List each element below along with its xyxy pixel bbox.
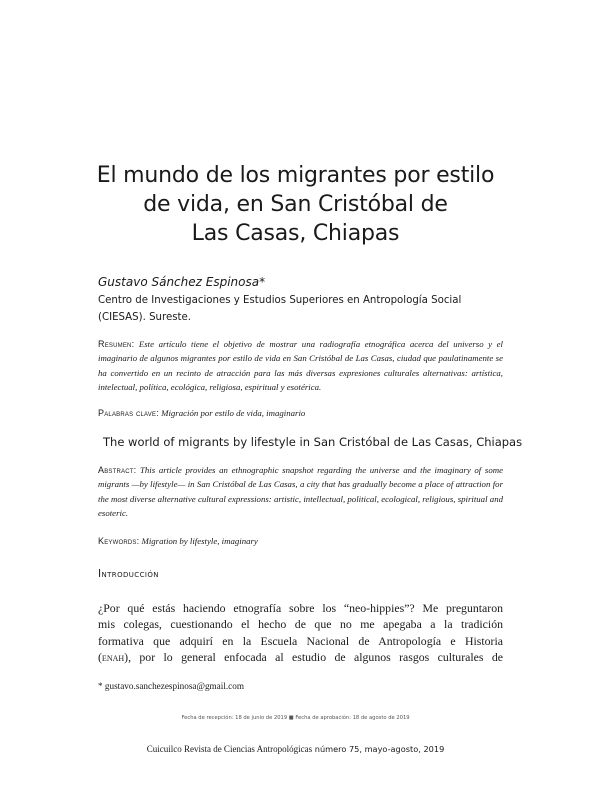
abstract-label: Abstract: (98, 465, 137, 475)
body-paragraph (98, 600, 503, 665)
keywords-text: Migration by lifestyle, imaginary (141, 536, 258, 546)
journal-issue: número 75, mayo-agosto, 2019 (312, 744, 445, 754)
journal-footer (0, 744, 591, 754)
abstract-text: This article provides an ethnographic snapshot regarding the universe and the imaginary of some migrants —by lifestyle— in San Cristóbal de Las Casas, a city that has gradually become a place of attraction for the most diverse alternative cultural expressions: artistic, intellectual, political, ecological, religious, spiritual and esoteric. (98, 465, 504, 518)
title-line: El mundo de los migrantes por estilo (96, 162, 495, 188)
author-name: Gustavo Sánchez Espinosa* (98, 275, 266, 289)
body-line: mis colegas, cuestionando el hecho de que no me apegaba a la tradición (98, 617, 503, 632)
keywords-paragraph (98, 534, 503, 548)
body-line-rest: , por lo general enfocada al estudio de algunos rasgos culturales de (128, 649, 503, 664)
publication-dates: Fecha de recepción: 18 de junio de 2019 ■ Fecha de aprobación: 18 de agosto de 2019 (181, 715, 410, 721)
palabras-clave-label: Palabras clave: (98, 408, 159, 418)
resumen-text: Este artículo tiene el objetivo de mostrar una radiografía etnográfica acerca del universo y el imaginario de algunos migrantes por estilo de vida en San Cristóbal de Las Casas, ciudad que paulatinamente se ha convertido en un recinto de atracción para las más diversas expresiones culturales alternativas: artística, intelectual, política, ecológica, religiosa, espiritual y esotérica. (98, 339, 503, 392)
article-title (60, 161, 531, 248)
resumen-label: Resumen: (98, 339, 135, 349)
body-line: ¿Por qué estás haciendo etnografía sobre los “neo-hippies”? Me preguntaron (98, 601, 503, 615)
footnote: * gustavo.sanchezespinosa@gmail.com (98, 681, 244, 691)
abstract-paragraph (98, 463, 503, 520)
body-line (98, 649, 503, 665)
keywords-label: Keywords: (98, 536, 140, 546)
palabras-clave-paragraph (98, 406, 503, 420)
resumen-paragraph (98, 337, 503, 394)
affiliation-line: Centro de Investigaciones y Estudios Superiores en Antropología Social (98, 295, 462, 306)
section-heading: Introducción (98, 568, 159, 580)
affiliation-line: (CIESAS). Sureste. (98, 312, 192, 323)
palabras-clave-text: Migración por estilo de vida, imaginario (161, 408, 306, 418)
author-affiliation (98, 292, 518, 326)
enah-abbreviation: (enah) (98, 649, 129, 664)
title-line: de vida, en San Cristóbal de (143, 191, 448, 217)
title-line: Las Casas, Chiapas (191, 220, 400, 246)
english-title: The world of migrants by lifestyle in San Cristóbal de Las Casas, Chiapas (103, 435, 523, 449)
journal-name: Cuicuilco Revista de Ciencias Antropológicas (146, 744, 313, 754)
body-line: formativa que adquirí en la Escuela Nacional de Antropología e Historia (98, 633, 503, 648)
